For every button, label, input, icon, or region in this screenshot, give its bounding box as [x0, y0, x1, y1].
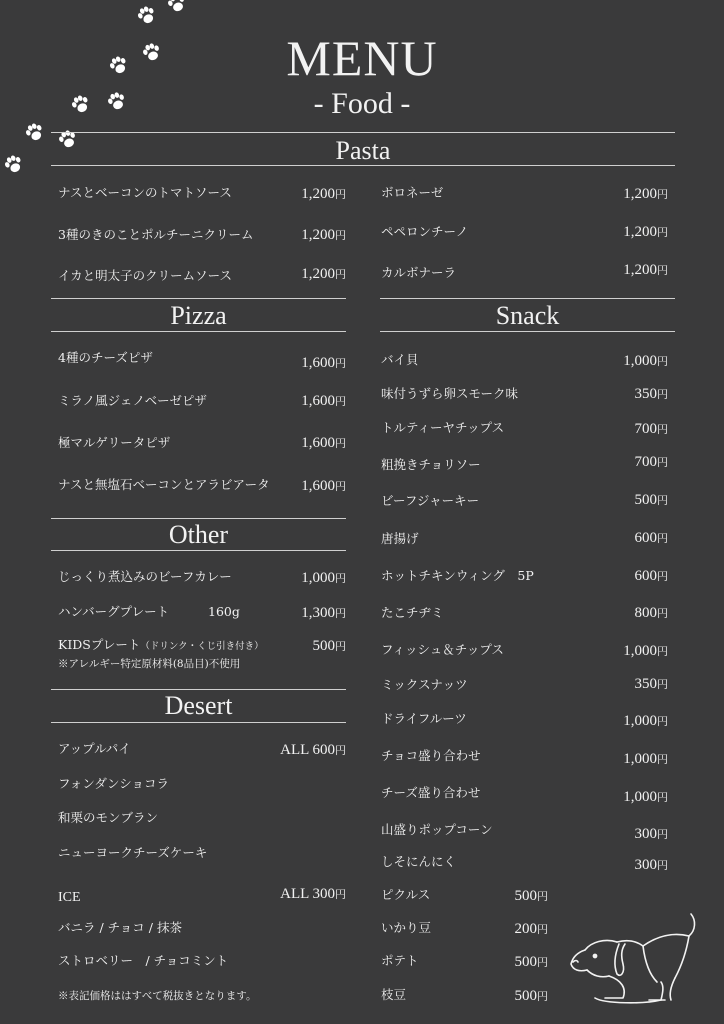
menu-item-price: 500円 — [514, 954, 548, 970]
section-title-pizza: Pizza — [170, 301, 227, 330]
menu-item-price: 1,200円 — [301, 227, 346, 243]
menu-item-name: ボロネーゼ — [381, 185, 444, 200]
menu-item-price: 1,300円 — [301, 605, 346, 621]
menu-item-price: 800円 — [634, 605, 668, 621]
menu-item-name: ピクルス — [381, 887, 431, 902]
menu-item-name: バニラ / チョコ / 抹茶 — [58, 920, 182, 935]
menu-item-price: 1,200円 — [623, 262, 668, 278]
menu-item-price: 300円 — [634, 826, 668, 842]
menu-item-name: しそにんにく — [381, 854, 457, 869]
menu-item-price: 1,200円 — [623, 186, 668, 202]
divider — [51, 298, 346, 299]
menu-item-name: カルボナーラ — [381, 265, 457, 280]
menu-item-price: 1,200円 — [301, 266, 346, 282]
menu-item-name: トルティーヤチップス — [381, 420, 505, 435]
menu-item-name: チーズ盛り合わせ — [381, 785, 481, 800]
menu-item-weight: 160g — [208, 604, 240, 619]
menu-item-name: ニューヨークチーズケーキ — [58, 845, 208, 860]
divider — [51, 165, 675, 166]
menu-item-name: ミックスナッツ — [381, 677, 468, 692]
menu-item-price: 500円 — [634, 492, 668, 508]
divider — [51, 518, 346, 519]
menu-item-price: 700円 — [634, 421, 668, 437]
menu-item-name: 枝豆 — [381, 987, 407, 1002]
menu-item-extra: （ドリンク・くじ引き付き） — [140, 641, 264, 652]
menu-item-price: ALL 300円 — [280, 886, 346, 902]
menu-item-name: 味付うずら卵スモーク味 — [381, 386, 519, 401]
menu-item-name: フォンダンショコラ — [58, 776, 169, 791]
menu-item-price: 350円 — [634, 386, 668, 402]
menu-item-name: イカと明太子のクリームソース — [58, 268, 233, 283]
menu-item-price: 500円 — [514, 988, 548, 1004]
menu-item-price: 1,000円 — [301, 570, 346, 586]
section-title-other: Other — [168, 520, 229, 549]
menu-item-name: じっくり煮込みのビーフカレー — [58, 569, 232, 584]
menu-item-price: 300円 — [634, 857, 668, 873]
menu-item-name: バイ貝 — [381, 352, 419, 367]
paw-print-icon — [24, 121, 46, 143]
menu-item-name: ナスと無塩石ベーコンとアラビアータ — [58, 477, 270, 492]
menu-item-price: 1,000円 — [623, 713, 668, 729]
menu-item-name: ナスとベーコンのトマトソース — [58, 185, 232, 200]
menu-item-price: 600円 — [634, 530, 668, 546]
dog-line-art-icon — [565, 908, 700, 1008]
menu-item-price: 500円 — [312, 638, 346, 654]
menu-item-name: アップルパイ — [58, 741, 131, 756]
divider — [51, 689, 346, 690]
menu-item-name: チョコ盛り合わせ — [381, 748, 481, 763]
divider — [51, 331, 346, 332]
menu-item-price: 200円 — [514, 921, 548, 937]
ice-label: ICE — [58, 890, 81, 905]
menu-item-name: 唐揚げ — [381, 531, 419, 546]
menu-item-name: 極マルゲリータピザ — [58, 435, 171, 450]
menu-item-name: 粗挽きチョリソー — [381, 457, 481, 472]
section-title-desert: Desert — [164, 691, 233, 720]
paw-print-icon — [136, 4, 158, 26]
paw-print-icon — [3, 153, 25, 175]
divider — [51, 550, 346, 551]
page-subtitle: - Food - — [313, 87, 411, 120]
menu-item-price: 1,600円 — [301, 355, 346, 371]
allergy-note: ※アレルギー特定原材料(8品目)不使用 — [58, 658, 241, 670]
menu-item-name: ミラノ風ジェノベーゼピザ — [58, 393, 207, 408]
menu-item-name: ハンバーグプレート — [58, 604, 170, 619]
menu-item-price: 350円 — [634, 676, 668, 692]
section-title-snack: Snack — [495, 301, 560, 330]
section-title-pasta: Pasta — [335, 136, 391, 165]
menu-item-name: ストロベリー / チョコミント — [58, 953, 229, 968]
paw-print-icon — [166, 0, 187, 14]
menu-item-name: 山盛りポップコーン — [381, 822, 493, 837]
menu-item-name: 和栗のモンブラン — [58, 810, 159, 825]
menu-item-name: ドライフルーツ — [381, 711, 467, 726]
menu-item-price: 1,600円 — [301, 478, 346, 494]
menu-item-name: ペペロンチーノ — [381, 224, 469, 239]
menu-item-price: 1,000円 — [623, 751, 668, 767]
menu-item-price: 600円 — [634, 568, 668, 584]
menu-item-price: 1,000円 — [623, 789, 668, 805]
divider — [380, 331, 675, 332]
menu-item-name: いかり豆 — [381, 920, 432, 935]
divider — [51, 132, 675, 133]
menu-item-price: ALL 600円 — [280, 742, 346, 758]
menu-item-name: KIDSプレート（ドリンク・くじ引き付き） — [58, 637, 264, 652]
menu-item-name: ビーフジャーキー — [381, 493, 480, 508]
menu-item-name: 3種のきのことポルチーニクリーム — [58, 227, 254, 242]
divider — [380, 298, 675, 299]
menu-item-name: たこチヂミ — [381, 605, 444, 620]
menu-item-name: ポテト — [381, 953, 419, 968]
divider — [51, 722, 346, 723]
menu-item-name: フィッシュ＆チップス — [381, 642, 504, 657]
tax-note: ※表記価格ははすべて税抜きとなります。 — [58, 990, 257, 1002]
page-title: MENU — [286, 30, 438, 86]
menu-item-name: 4種のチーズピザ — [58, 350, 153, 365]
menu-item-price: 1,200円 — [623, 224, 668, 240]
menu-item-price: 1,000円 — [623, 353, 668, 369]
menu-item-price: 1,200円 — [301, 186, 346, 202]
menu-item-price: 1,000円 — [623, 643, 668, 659]
menu-item-price: 500円 — [514, 888, 548, 904]
menu-item-price: 1,600円 — [301, 393, 346, 409]
menu-item-name: ホットチキンウィング 5P — [381, 568, 534, 583]
menu-item-price: 700円 — [634, 454, 668, 470]
menu-item-price: 1,600円 — [301, 435, 346, 451]
